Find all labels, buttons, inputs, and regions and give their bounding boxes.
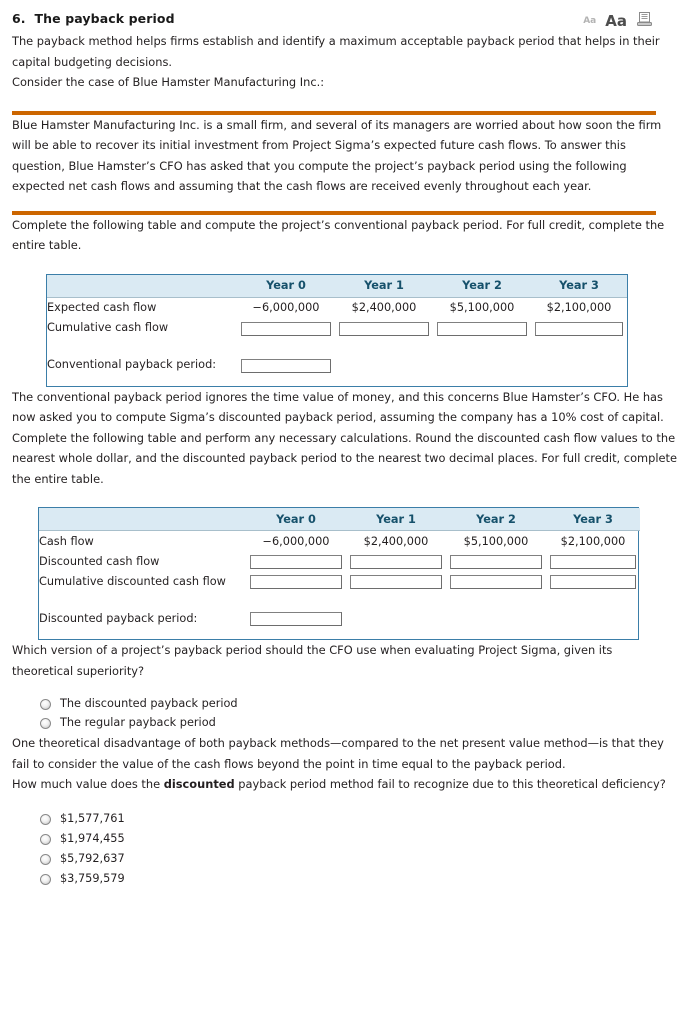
option-label: $5,792,637: [60, 852, 125, 866]
col-header-blank: [47, 275, 237, 298]
discounted-payback-table: [38, 507, 639, 640]
discounted-cash-flow-year-3-input[interactable]: [550, 555, 636, 569]
option-amount-4[interactable]: [40, 870, 677, 889]
row-label-discounted-cash-flow: Discounted cash flow: [39, 554, 160, 568]
question-one-prompt: Which version of a project’s payback period should the CFO use when evaluating Project Sigma, given its theoretical superiority?: [12, 643, 613, 678]
radio-icon[interactable]: [40, 699, 51, 710]
col-header-year-2: Year 2: [433, 275, 531, 298]
case-paragraph: Blue Hamster Manufacturing Inc. is a small firm, and several of its managers are worried about how soon the firm will be able to recover its initial investment from Project Sigma’s expected future cash flows. To answer this question, Blue Hamster’s CFO has asked that you compute the project’s payback period using the following expected net cash flows and assuming that the cash flows are received evenly throughout each year.: [12, 117, 662, 193]
cumulative-cash-flow-year-3-cell: [531, 318, 627, 338]
table-spacer-row: [39, 591, 640, 607]
table-footer-row: [39, 607, 640, 633]
intro-paragraph: The payback method helps firms establish and identify a maximum acceptable payback period that helps in their capital budgeting decisions.: [12, 34, 660, 69]
row-label-cash-flow: Cash flow: [39, 534, 94, 548]
question-two-prompt-after: payback period method fail to recognize due to this theoretical deficiency?: [234, 777, 666, 791]
cumulative-discounted-cash-flow-year-0-input[interactable]: [250, 575, 342, 589]
conventional-payback-period-input[interactable]: [241, 359, 331, 373]
col-header-blank: [39, 508, 246, 531]
page-header: [12, 0, 677, 31]
option-amount-2[interactable]: [40, 830, 677, 849]
discounted-cash-flow-year-1-cell: [346, 551, 446, 571]
discounted-cash-flow-year-1-input[interactable]: [350, 555, 442, 569]
conventional-payback-period-label: Conventional payback period:: [47, 358, 217, 371]
option-amount-1[interactable]: [40, 810, 677, 829]
expected-cash-flow-year-0: −6,000,000: [252, 301, 320, 314]
option-regular-payback-period[interactable]: [40, 714, 677, 732]
table-footer-row: [47, 354, 627, 380]
disadvantage-paragraph: One theoretical disadvantage of both payback methods—compared to the net present value method—is that they fail to consider the value of the cash flows beyond the point in time equal to the payback period.: [12, 736, 664, 771]
option-label: The regular payback period: [60, 716, 216, 730]
option-label: $3,759,579: [60, 872, 125, 886]
discounted-payback-period-cell: [246, 607, 346, 633]
table-header-row: [39, 508, 640, 531]
question-two-prompt-bold: discounted: [163, 777, 235, 791]
cumulative-discounted-cash-flow-year-2-cell: [446, 571, 546, 591]
table-spacer-row: [47, 338, 627, 354]
font-tools: [583, 11, 677, 31]
discounted-cash-flow-year-2-input[interactable]: [450, 555, 542, 569]
question-two-prompt: [12, 774, 677, 795]
table-header-row: [47, 275, 627, 298]
option-discounted-payback-period[interactable]: [40, 695, 677, 713]
cumulative-cash-flow-year-2-cell: [433, 318, 531, 338]
discounted-payback-period-label: Discounted payback period:: [39, 611, 198, 625]
expected-cash-flow-year-3: $2,100,000: [546, 301, 612, 314]
discounted-payback-period-input[interactable]: [250, 612, 342, 626]
radio-icon[interactable]: [40, 854, 51, 865]
instruction-one-paragraph: Complete the following table and compute the project’s conventional payback period. For full credit, complete the entire table.: [12, 217, 665, 252]
row-label-cumulative-cash-flow: Cumulative cash flow: [47, 321, 169, 334]
decrease-font-button[interactable]: Aa: [583, 15, 597, 26]
cumulative-cash-flow-year-2-input[interactable]: [437, 322, 527, 336]
cumulative-discounted-cash-flow-year-2-input[interactable]: [450, 575, 542, 589]
table-row: [39, 571, 640, 591]
discounted-cash-flow-year-3-cell: [546, 551, 640, 571]
col-header-year-1: Year 1: [346, 508, 446, 531]
radio-icon[interactable]: [40, 814, 51, 825]
option-label: $1,974,455: [60, 832, 125, 846]
consider-paragraph: Consider the case of Blue Hamster Manufacturing Inc.:: [12, 75, 325, 89]
question-one-options: [12, 695, 677, 732]
col-header-year-2: Year 2: [446, 508, 546, 531]
col-header-year-3: Year 3: [531, 275, 627, 298]
row-label-expected-cash-flow: Expected cash flow: [47, 301, 157, 314]
cash-flow-year-0: −6,000,000: [262, 534, 330, 548]
cumulative-cash-flow-year-0-cell: [237, 318, 335, 338]
radio-icon[interactable]: [40, 874, 51, 885]
col-header-year-0: Year 0: [246, 508, 346, 531]
cumulative-discounted-cash-flow-year-0-cell: [246, 571, 346, 591]
cumulative-cash-flow-year-1-cell: [335, 318, 433, 338]
question-two-options: [12, 810, 677, 889]
expected-cash-flow-year-2: $5,100,000: [449, 301, 515, 314]
option-label: $1,577,761: [60, 812, 125, 826]
cumulative-cash-flow-year-3-input[interactable]: [535, 322, 623, 336]
print-icon[interactable]: [636, 11, 653, 31]
table-row: [39, 551, 640, 571]
table-row: [47, 297, 627, 318]
table-row: [39, 531, 640, 552]
cumulative-cash-flow-year-0-input[interactable]: [241, 322, 331, 336]
radio-icon[interactable]: [40, 834, 51, 845]
conventional-payback-table: [46, 274, 628, 387]
question-two-prompt-before: How much value does the: [12, 777, 164, 791]
cumulative-cash-flow-year-1-input[interactable]: [339, 322, 429, 336]
instruction-two-paragraph: The conventional payback period ignores the time value of money, and this concerns Blue Hamster’s CFO. He has now asked you to compute Sigma’s discounted payback period, assuming the company has a 10% cost of capital. Complete the following table and perform any necessary calculations. Round the discounted cash flow values to the nearest whole dollar, and the discounted payback period to the nearest two decimal places. For full credit, complete the entire table.: [12, 389, 678, 486]
col-header-year-0: Year 0: [237, 275, 335, 298]
radio-icon[interactable]: [40, 718, 51, 729]
option-label: The discounted payback period: [60, 697, 238, 711]
discounted-cash-flow-year-2-cell: [446, 551, 546, 571]
cumulative-discounted-cash-flow-year-1-input[interactable]: [350, 575, 442, 589]
expected-cash-flow-year-1: $2,400,000: [351, 301, 417, 314]
cumulative-discounted-cash-flow-year-3-input[interactable]: [550, 575, 636, 589]
option-amount-3[interactable]: [40, 850, 677, 869]
col-header-year-3: Year 3: [546, 508, 640, 531]
col-header-year-1: Year 1: [335, 275, 433, 298]
page-title: 6. The payback period: [12, 11, 175, 26]
row-label-cumulative-discounted-cash-flow: Cumulative discounted cash flow: [39, 574, 226, 588]
cash-flow-year-1: $2,400,000: [363, 534, 429, 548]
conventional-payback-period-cell: [237, 354, 335, 380]
table-row: [47, 318, 627, 338]
increase-font-button[interactable]: Aa: [605, 11, 627, 30]
discounted-cash-flow-year-0-input[interactable]: [250, 555, 342, 569]
cumulative-discounted-cash-flow-year-1-cell: [346, 571, 446, 591]
cash-flow-year-3: $2,100,000: [560, 534, 626, 548]
cash-flow-year-2: $5,100,000: [463, 534, 529, 548]
discounted-cash-flow-year-0-cell: [246, 551, 346, 571]
cumulative-discounted-cash-flow-year-3-cell: [546, 571, 640, 591]
